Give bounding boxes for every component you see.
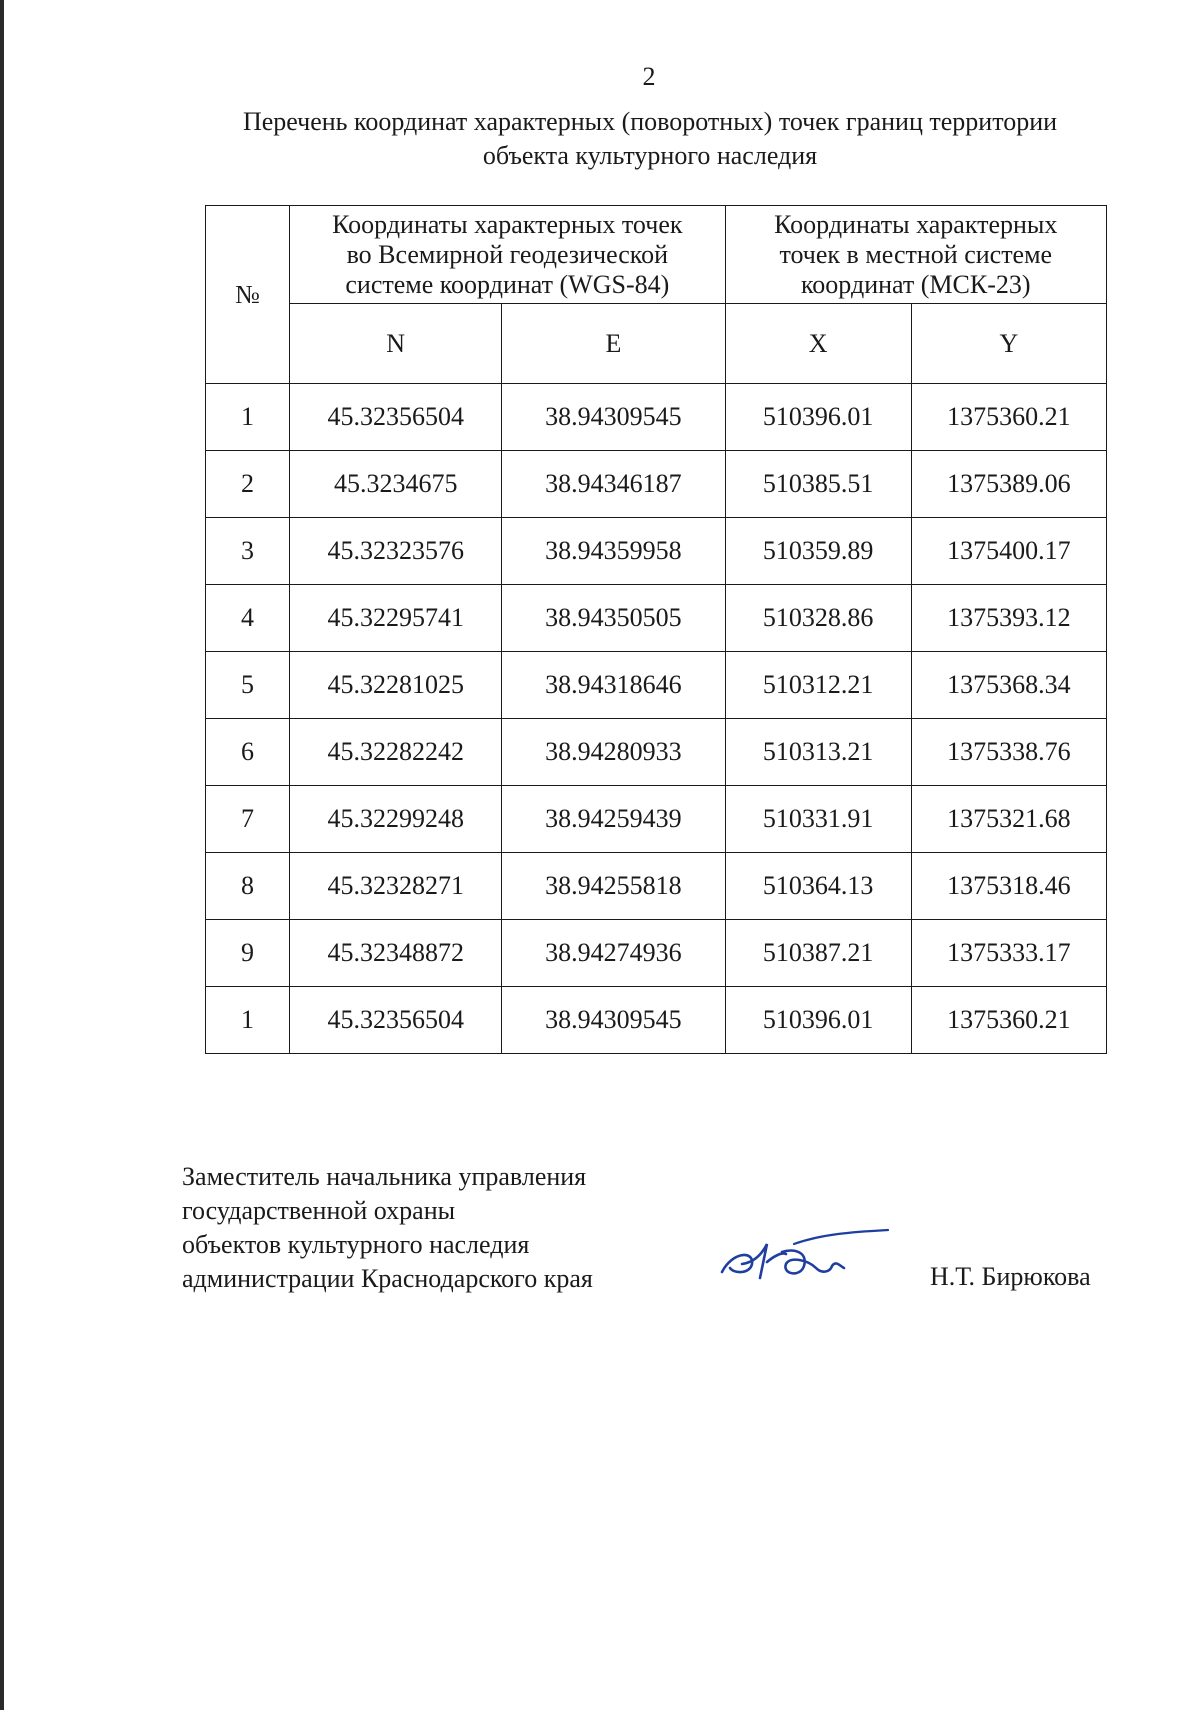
- cell-e: 38.94280933: [502, 719, 725, 786]
- cell-point-number: 5: [206, 652, 290, 719]
- table-subheader-row: [206, 304, 1107, 384]
- cell-e: 38.94309545: [502, 987, 725, 1054]
- cell-x: 510312.21: [725, 652, 911, 719]
- header-x: X: [725, 304, 911, 384]
- title-line-1: Перечень координат характерных (поворотных) точек границ территории: [242, 107, 1058, 136]
- signer-name: Н.Т. Бирюкова: [930, 1262, 1091, 1291]
- table-row: [206, 585, 1107, 652]
- cell-e: 38.94359958: [502, 518, 725, 585]
- table-row: [206, 920, 1107, 987]
- header-wgs84-line-1: Координаты характерных точек: [332, 209, 683, 239]
- cell-point-number: 1: [206, 384, 290, 451]
- title-line-2: объекта культурного наследия: [482, 141, 818, 170]
- cell-n: 45.32356504: [290, 987, 502, 1054]
- cell-point-number: 3: [206, 518, 290, 585]
- table-header-row: [206, 206, 1107, 304]
- header-wgs84: [290, 206, 725, 304]
- cell-e: 38.94350505: [502, 585, 725, 652]
- cell-y: 1375368.34: [911, 652, 1106, 719]
- cell-n: 45.32356504: [290, 384, 502, 451]
- header-wgs84-line-3: системе координат (WGS-84): [345, 269, 670, 299]
- table-row: [206, 786, 1107, 853]
- cell-point-number: 2: [206, 451, 290, 518]
- table-row: [206, 652, 1107, 719]
- cell-x: 510396.01: [725, 987, 911, 1054]
- position-line-1: Заместитель начальника управления: [182, 1162, 587, 1191]
- cell-point-number: 4: [206, 585, 290, 652]
- table-row: [206, 451, 1107, 518]
- cell-point-number: 6: [206, 719, 290, 786]
- cell-e: 38.94309545: [502, 384, 725, 451]
- header-msk23-line-2: точек в местной системе: [779, 239, 1053, 269]
- cell-x: 510385.51: [725, 451, 911, 518]
- scan-edge: [0, 0, 4, 1710]
- header-n: N: [290, 304, 502, 384]
- header-wgs84-line-2: во Всемирной геодезической: [346, 239, 669, 269]
- cell-n: 45.32323576: [290, 518, 502, 585]
- cell-point-number: 9: [206, 920, 290, 987]
- cell-e: 38.94274936: [502, 920, 725, 987]
- cell-x: 510313.21: [725, 719, 911, 786]
- header-msk23-line-3: координат (МСК-23): [801, 269, 1031, 299]
- position-line-4: администрации Краснодарского края: [182, 1264, 593, 1293]
- cell-y: 1375360.21: [911, 987, 1106, 1054]
- cell-y: 1375393.12: [911, 585, 1106, 652]
- cell-y: 1375360.21: [911, 384, 1106, 451]
- coordinates-table: [205, 205, 1107, 1054]
- table-row: [206, 853, 1107, 920]
- cell-point-number: 7: [206, 786, 290, 853]
- document-title: [190, 105, 1110, 173]
- cell-n: 45.32348872: [290, 920, 502, 987]
- cell-n: 45.32282242: [290, 719, 502, 786]
- cell-e: 38.94346187: [502, 451, 725, 518]
- header-e: E: [502, 304, 725, 384]
- page-number: 2: [642, 62, 656, 91]
- position-line-2: государственной охраны: [182, 1196, 456, 1225]
- cell-x: 510387.21: [725, 920, 911, 987]
- cell-x: 510364.13: [725, 853, 911, 920]
- handwritten-signature: [712, 1222, 892, 1292]
- cell-n: 45.32299248: [290, 786, 502, 853]
- header-number: №: [206, 206, 290, 384]
- cell-x: 510359.89: [725, 518, 911, 585]
- cell-e: 38.94259439: [502, 786, 725, 853]
- header-msk23: [725, 206, 1106, 304]
- cell-y: 1375318.46: [911, 853, 1106, 920]
- cell-x: 510331.91: [725, 786, 911, 853]
- cell-n: 45.32295741: [290, 585, 502, 652]
- table-row: [206, 518, 1107, 585]
- cell-x: 510396.01: [725, 384, 911, 451]
- cell-e: 38.94318646: [502, 652, 725, 719]
- cell-y: 1375389.06: [911, 451, 1106, 518]
- table-row: [206, 719, 1107, 786]
- table-row: [206, 384, 1107, 451]
- cell-point-number: 1: [206, 987, 290, 1054]
- cell-y: 1375338.76: [911, 719, 1106, 786]
- cell-n: 45.32328271: [290, 853, 502, 920]
- header-y: Y: [911, 304, 1106, 384]
- cell-n: 45.32281025: [290, 652, 502, 719]
- table-row: [206, 987, 1107, 1054]
- header-msk23-line-1: Координаты характерных: [774, 209, 1058, 239]
- cell-point-number: 8: [206, 853, 290, 920]
- cell-y: 1375400.17: [911, 518, 1106, 585]
- cell-x: 510328.86: [725, 585, 911, 652]
- cell-n: 45.3234675: [290, 451, 502, 518]
- position-line-3: объектов культурного наследия: [182, 1230, 530, 1259]
- signatory-position: [182, 1160, 593, 1296]
- cell-y: 1375333.17: [911, 920, 1106, 987]
- cell-y: 1375321.68: [911, 786, 1106, 853]
- cell-e: 38.94255818: [502, 853, 725, 920]
